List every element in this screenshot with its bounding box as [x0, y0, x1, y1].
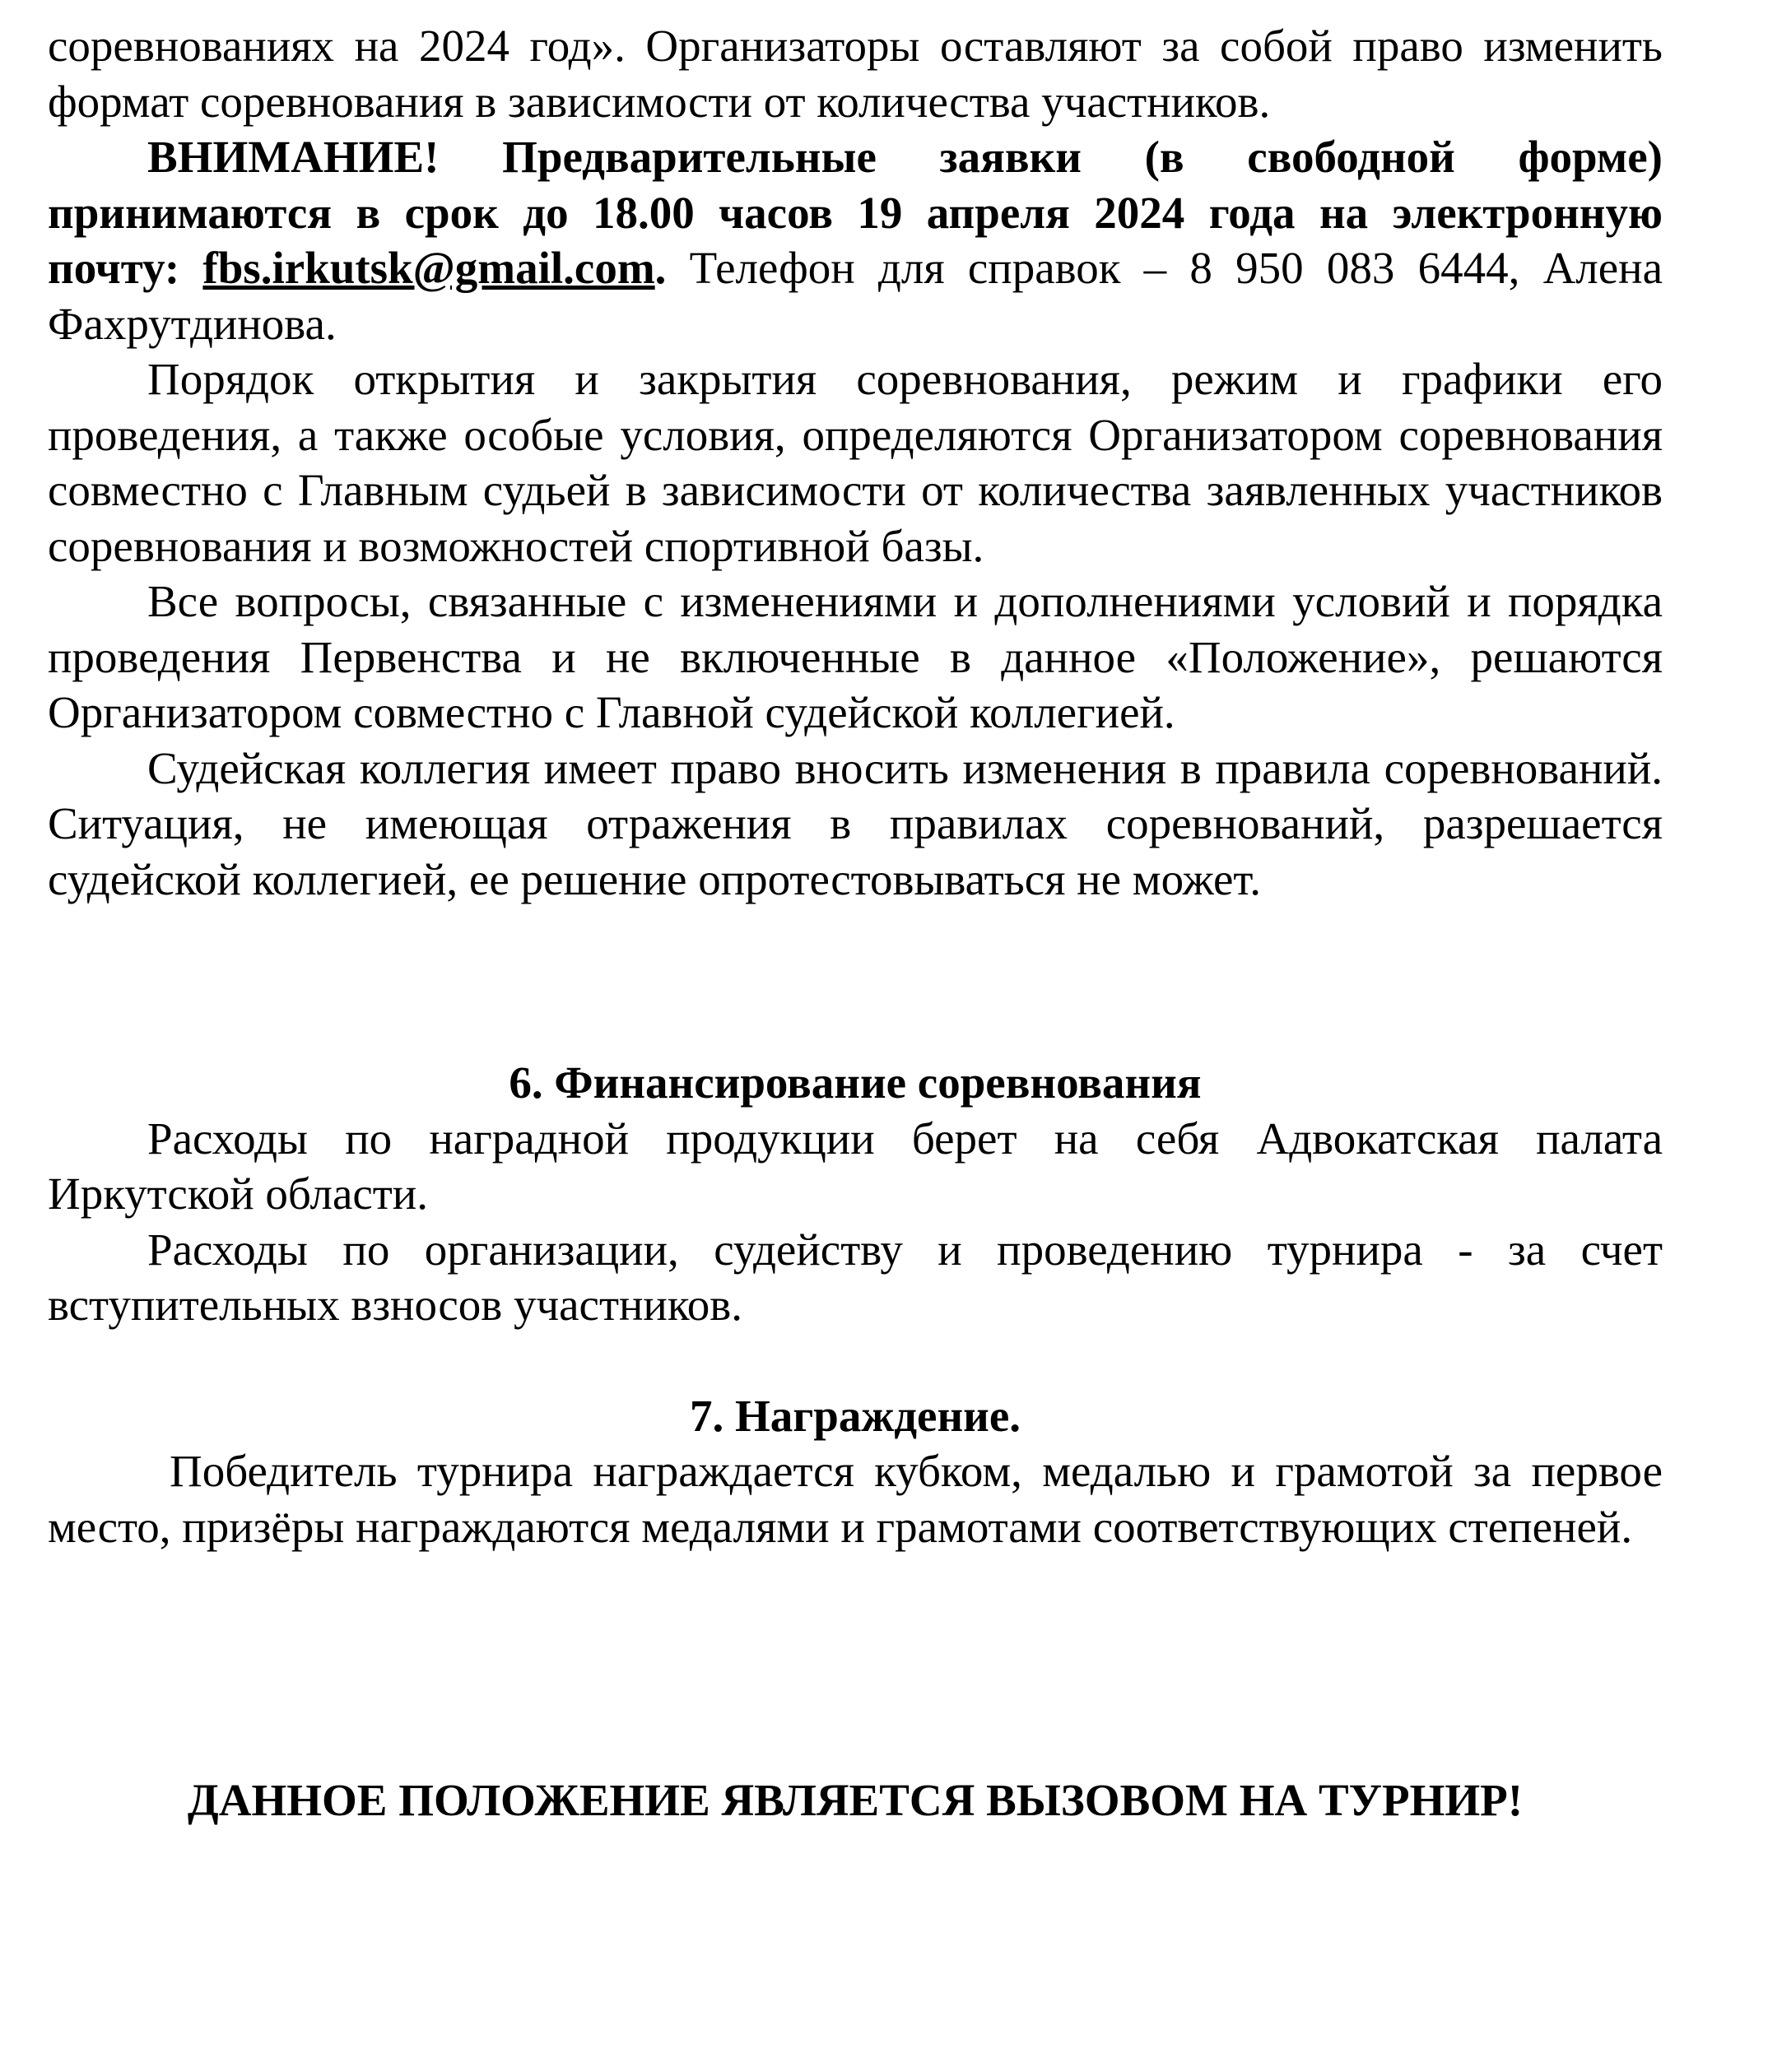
- document-page: [48, 18, 1663, 1828]
- questions-paragraph: Все вопросы, связанные с изменениями и дополнениями условий и порядка проведения Первенства и не включенные в данное «Положение», решаются Организатором совместно с Главной судейской коллегией.: [48, 576, 1663, 737]
- order-paragraph: Порядок открытия и закрытия соревнования, режим и графики его проведения, а также особые условия, определяются Организатором соревнования совместно с Главным судьей в зависимости от количества заявленных участников соревнования и возможностей спортивной базы.: [48, 354, 1663, 571]
- attention-paragraph: [48, 129, 1663, 351]
- closing-statement: ДАННОЕ ПОЛОЖЕНИЕ ЯВЛЯЕТСЯ ВЫЗОВОМ НА ТУРНИР!: [187, 1775, 1524, 1825]
- email-period: .: [654, 243, 667, 293]
- spacer: [48, 907, 1663, 1055]
- section-7-heading: 7. Награждение.: [690, 1390, 1021, 1441]
- section-6-heading: 6. Финансирование соревнования: [509, 1057, 1202, 1108]
- section-6-paragraph-2: Расходы по организации, судейству и проведению турнира - за счет вступительных взносов участников.: [48, 1224, 1663, 1330]
- email-link[interactable]: fbs.irkutsk@gmail.com: [202, 243, 655, 293]
- section-7-paragraph-1: Победитель турнира награждается кубком, медалью и грамотой за первое место, призёры награждаются медалями и грамотами соответствующих степеней.: [48, 1446, 1663, 1552]
- judges-paragraph: Судейская коллегия имеет право вносить изменения в правила соревнований. Ситуация, не имеющая отражения в правилах соревнований, разрешается судейской коллегией, ее решение опротестовываться не может.: [48, 742, 1663, 904]
- intro-paragraph: соревнованиях на 2024 год». Организаторы оставляют за собой право изменить формат соревнования в зависимости от количества участников.: [48, 21, 1663, 127]
- section-6-paragraph-1: Расходы по наградной продукции берет на себя Адвокатская палата Иркутской области.: [48, 1113, 1663, 1219]
- attention-bold-text: ВНИМАНИЕ! Предварительные заявки (в свободной форме) принимаются в срок до 18.00 часов 19 апреля 2024 года на электронную почту:: [48, 132, 1663, 293]
- phone-text: Телефон для справок – 8 950 083 6444, Алена Фахрутдинова.: [48, 243, 1663, 349]
- spacer: [48, 1333, 1663, 1388]
- spacer: [48, 1554, 1663, 1772]
